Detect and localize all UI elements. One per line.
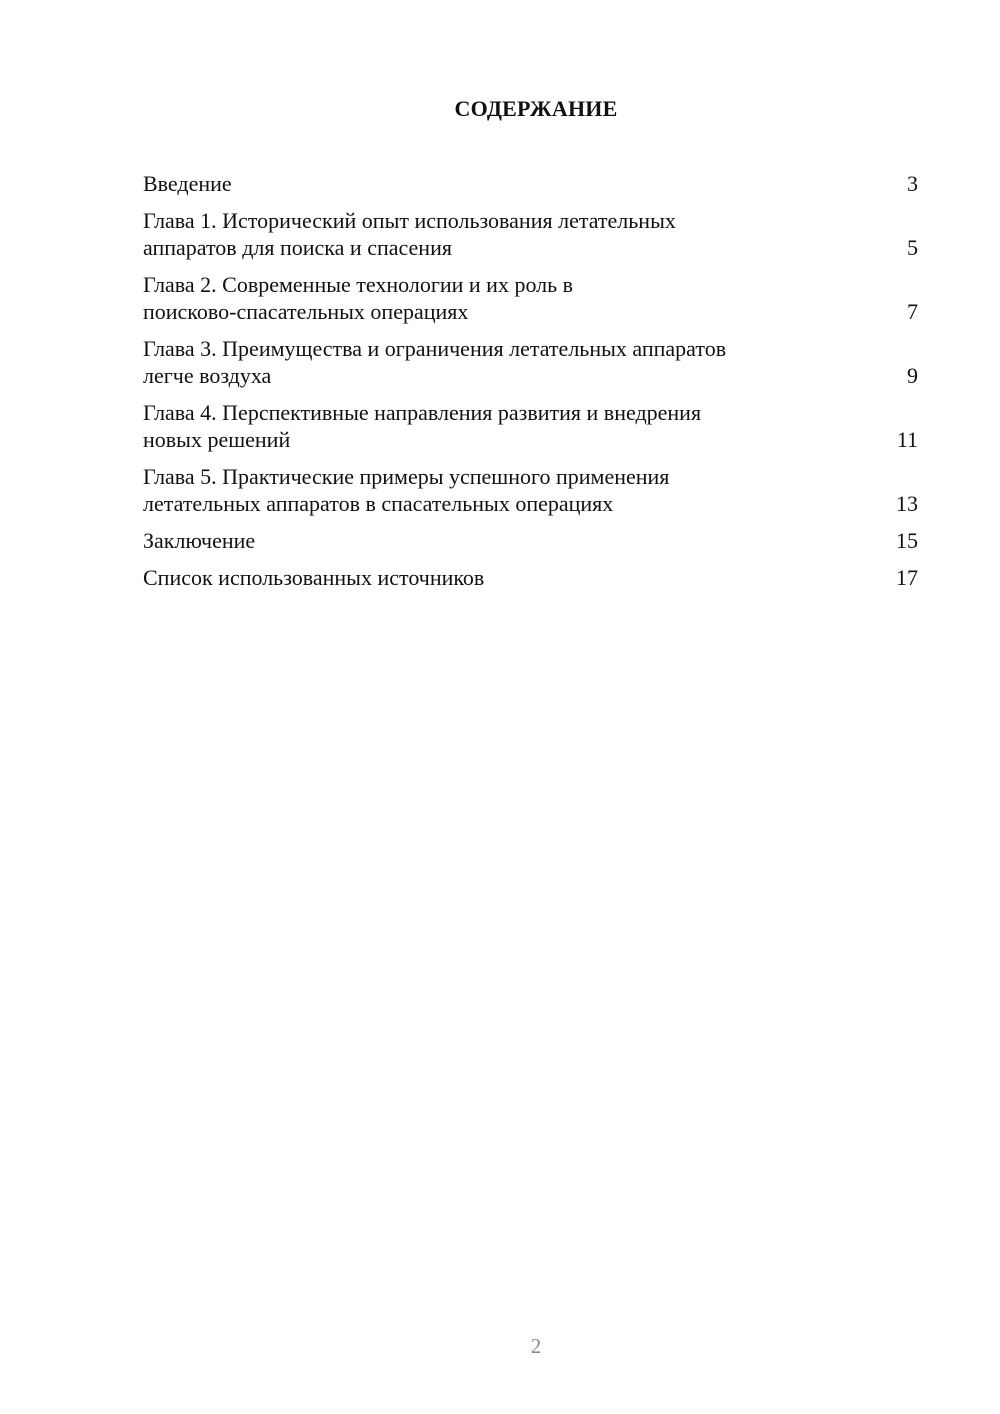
toc-entry-conclusion <box>143 527 918 554</box>
toc-entry-chapter-5 <box>143 463 918 517</box>
toc-entry-line: летательных аппаратов в спасательных операциях <box>143 491 614 516</box>
toc-entry-line: Глава 2. Современные технологии и их роль в <box>143 272 574 297</box>
toc-entry-text <box>143 170 888 197</box>
toc-entry-page: 3 <box>907 171 918 196</box>
toc-entry-page: 7 <box>907 299 918 324</box>
toc-entry-text <box>143 271 888 325</box>
toc-entry-references <box>143 564 918 591</box>
toc-entry-text <box>143 527 888 554</box>
toc-entry-line: Глава 4. Перспективные направления развития и внедрения <box>143 400 702 425</box>
toc-entry-text <box>143 399 888 453</box>
toc-entry-page: 17 <box>896 565 918 590</box>
page-number: 2 <box>530 1334 542 1358</box>
toc-entry-page: 15 <box>896 528 918 553</box>
toc-entry-introduction <box>143 170 918 197</box>
toc-entry-line: поисково-спасательных операциях <box>143 299 469 324</box>
toc-entry-page: 5 <box>907 235 918 260</box>
toc-entry-text <box>143 463 888 517</box>
toc-entry-line: Заключение <box>143 528 256 553</box>
toc-entry-page: 9 <box>907 363 918 388</box>
toc-entry-line: аппаратов для поиска и спасения <box>143 235 452 260</box>
toc-entry-line: Глава 3. Преимущества и ограничения летательных аппаратов <box>143 336 727 361</box>
toc-entry-line: Глава 1. Исторический опыт использования летательных <box>143 208 676 233</box>
toc-entry-line: Список использованных источников <box>143 565 485 590</box>
toc-entry-text <box>143 564 888 591</box>
toc-entry-chapter-4 <box>143 399 918 453</box>
toc-entry-chapter-1 <box>143 207 918 261</box>
toc-entry-line: легче воздуха <box>143 363 272 388</box>
toc-entry-chapter-2 <box>143 271 918 325</box>
toc-entry-text <box>143 335 888 389</box>
toc-entry-line: Глава 5. Практические примеры успешного применения <box>143 464 670 489</box>
toc-title: СОДЕРЖАНИЕ <box>454 96 618 121</box>
toc-entry-chapter-3 <box>143 335 918 389</box>
table-of-contents <box>143 170 918 601</box>
toc-entry-line: Введение <box>143 171 232 196</box>
toc-entry-line: новых решений <box>143 427 291 452</box>
toc-entry-page: 13 <box>896 491 918 516</box>
toc-entry-page: 11 <box>896 427 918 452</box>
toc-entry-text <box>143 207 888 261</box>
